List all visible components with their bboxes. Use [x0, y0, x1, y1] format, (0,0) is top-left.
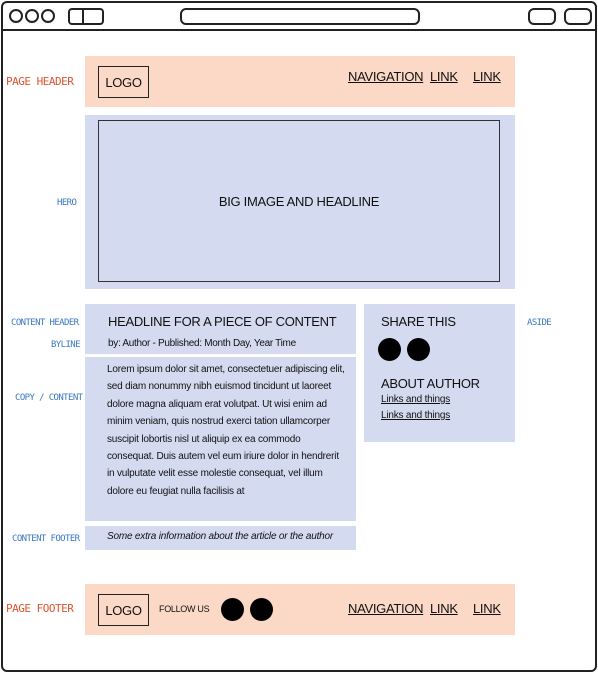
social-circle-icon[interactable]	[221, 598, 244, 621]
aside-link-1[interactable]: Links and things	[381, 394, 451, 405]
aside	[364, 304, 515, 442]
header-nav-link-1[interactable]: LINK	[430, 69, 458, 84]
hero-headline: BIG IMAGE AND HEADLINE	[218, 193, 380, 209]
about-author-title: ABOUT AUTHOR	[381, 376, 480, 391]
social-circle-icon[interactable]	[250, 598, 273, 621]
page-footer	[85, 584, 515, 635]
header-nav-link-2[interactable]: LINK	[473, 69, 501, 84]
header-logo[interactable]: LOGO	[98, 66, 149, 98]
aside-link-2[interactable]: Links and things	[381, 410, 451, 421]
label-content-header: CONTENT HEADER	[11, 318, 79, 328]
content-body-text: Lorem ipsum dolor sit amet, consectetuer adipiscing elit, sed diam nonummy nibh euismod tincidunt ut laoreet dolore magna aliquam erat volutpat. Ut wisi enim ad minim veniam, quis nostrud exerci tation ullamcorper suscipit lobortis nisl ut aliquip ex ea commodo consequat. Duis autem vel eum iriure dolor in hendrerit in vulputate velit esse molestie consequat, vel illum dolore eu feugiat nulla facilisis at	[107, 364, 345, 497]
hero	[85, 115, 515, 289]
header-nav-navigation[interactable]: NAVIGATION	[348, 69, 424, 84]
footer-nav-navigation[interactable]: NAVIGATION	[348, 601, 424, 616]
footer-nav-link-2[interactable]: LINK	[473, 601, 501, 616]
content-copy	[85, 357, 356, 521]
label-aside: ASIDE	[527, 318, 552, 328]
url-bar	[180, 8, 420, 25]
content-footer-text: Some extra information about the article or the author	[107, 531, 333, 542]
label-byline: BYLINE	[51, 340, 80, 350]
content-footer	[85, 526, 356, 550]
label-copy-content: COPY / CONTENT	[15, 393, 83, 403]
footer-logo[interactable]: LOGO	[98, 594, 149, 626]
share-title: SHARE THIS	[381, 314, 456, 329]
footer-nav-link-1[interactable]: LINK	[430, 601, 458, 616]
window-dot-icon	[41, 9, 55, 23]
window-button-icon	[564, 8, 592, 25]
social-circle-icon[interactable]	[407, 338, 430, 361]
window-dot-icon	[25, 9, 39, 23]
window-button-icon	[528, 8, 556, 25]
label-page-header: PAGE HEADER	[6, 75, 74, 88]
page-header	[85, 56, 515, 107]
browser-titlebar	[3, 3, 595, 31]
content-header	[85, 304, 356, 354]
follow-us-label: FOLLOW US	[159, 604, 210, 614]
social-circle-icon[interactable]	[378, 338, 401, 361]
window-dot-icon	[9, 9, 23, 23]
label-page-footer: PAGE FOOTER	[6, 602, 74, 615]
content-byline: by: Author - Published: Month Day, Year Time	[108, 338, 296, 349]
label-hero: HERO	[57, 198, 77, 208]
hero-image	[98, 120, 500, 282]
label-content-footer: CONTENT FOOTER	[12, 534, 80, 544]
content-headline: HEADLINE FOR A PIECE OF CONTENT	[108, 314, 337, 329]
tabs-toggle-icon	[68, 8, 104, 25]
